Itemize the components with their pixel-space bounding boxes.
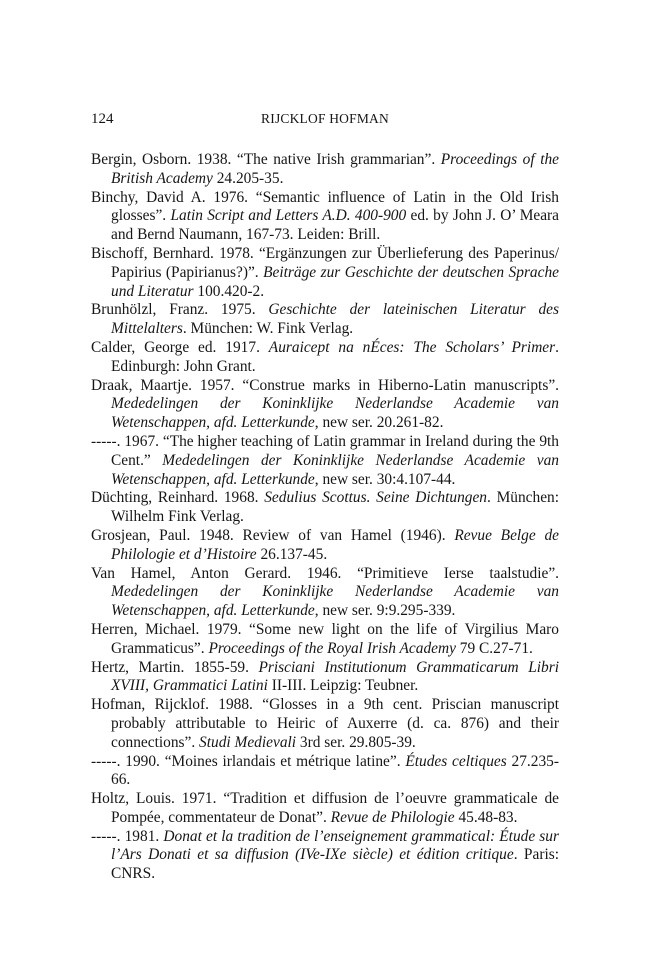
bibliography-entry	[91, 489, 559, 527]
entry-title: Prisciani Institutionum Grammaticarum Libri XVIII, Grammatici Latini	[111, 658, 559, 695]
bibliography-entry	[91, 790, 559, 828]
bibliography-list	[91, 151, 559, 884]
page-number: 124	[91, 111, 114, 127]
entry-title: Latin Script and Letters A.D. 400-900	[170, 207, 407, 225]
entry-text: . Edinburgh: John Grant.	[111, 338, 559, 375]
entry-text: 26.137-45.	[256, 545, 328, 563]
bibliography-entry	[91, 527, 559, 565]
entry-text: Bergin, Osborn. 1938. “The native Irish grammarian”.	[91, 151, 441, 168]
entry-title: Proceedings of the British Academy	[111, 151, 559, 187]
entry-title: Mededelingen der Koninklijke Nederlandse Academie van Wetenschappen, afd. Letterkunde	[111, 451, 559, 488]
entry-text: 3rd ser. 29.805-39.	[296, 733, 416, 751]
bibliography-entry	[91, 245, 559, 301]
entry-text: Hofman, Rijcklof. 1988. “Glosses in a 9th cent. Priscian manuscript probably attributable to Heiric of Auxerre (d. ca. 876) and their connections”.	[91, 696, 559, 751]
entry-text: 100.420-2.	[193, 282, 265, 300]
entry-text: . München: W. Fink Verlag.	[182, 320, 354, 338]
entry-title: Auraicept na nÉces: The Scholars’ Primer	[268, 338, 556, 356]
entry-text: Brunhölzl, Franz. 1975.	[91, 301, 269, 319]
entry-text: , new ser. 20.261-82.	[314, 414, 444, 432]
entry-text: -----. 1990. “Moines irlandais et métrique latine”.	[91, 752, 406, 770]
entry-text: 45.48-83.	[454, 808, 518, 826]
entry-text: . München: Wilhelm Fink Verlag.	[111, 489, 559, 526]
entry-title: Proceedings of the Royal Irish Academy	[208, 639, 456, 657]
entry-title: Études celtiques	[405, 752, 507, 770]
entry-text: . Paris: CNRS.	[111, 846, 559, 883]
bibliography-entry	[91, 621, 559, 659]
entry-text: Grosjean, Paul. 1948. Review of van Hamel (1946).	[91, 526, 455, 544]
bibliography-entry	[91, 377, 559, 433]
entry-title: Mededelingen der Koninklijke Nederlandse Academie van Wetenschappen, afd. Letterkunde	[111, 583, 559, 620]
bibliography-entry	[91, 696, 559, 752]
running-title: RIJCKLOF HOFMAN	[261, 111, 389, 126]
entry-text: Holtz, Louis. 1971. “Tradition et diffusion de l’oeuvre grammaticale de Pompée, commentateur de Donat”.	[91, 790, 559, 826]
entry-text: Calder, George ed. 1917.	[91, 338, 269, 356]
entry-title: Studi Medievali	[199, 733, 297, 751]
entry-text: Hertz, Martin. 1855-59.	[91, 658, 259, 676]
entry-text: Draak, Maartje. 1957. “Construe marks in Hiberno-Latin manuscripts”.	[91, 376, 559, 394]
bibliography-entry	[91, 339, 559, 377]
entry-text: ed. by John J. O’ Meara and Bernd Naumann, 167-73. Leiden: Brill.	[111, 207, 559, 244]
bibliography-entry	[91, 659, 559, 697]
entry-title: Revue de Philologie	[330, 808, 455, 826]
bibliography-entry	[91, 828, 559, 884]
entry-text: 27.235-66.	[111, 752, 559, 789]
entry-text: Bischoff, Bernhard. 1978. “Ergänzungen zur Überlieferung des Paperinus/ Papirius (Papirianus?)”.	[91, 244, 559, 281]
entry-text: -----. 1981.	[91, 827, 164, 845]
entry-title: Donat et la tradition de l’enseignement grammatical: Étude sur l’Ars Donati et sa diffusion (IVe-IXe siècle) et édition critique	[111, 827, 559, 864]
bibliography-entry	[91, 433, 559, 489]
entry-text: , new ser. 9:9.295-339.	[314, 602, 456, 620]
entry-text: II-III. Leipzig: Teubner.	[267, 677, 419, 695]
bibliography-entry	[91, 753, 559, 791]
entry-title: Geschichte der lateinischen Literatur des Mittelalters	[111, 301, 559, 338]
entry-text: Herren, Michael. 1979. “Some new light on the life of Virgilius Maro Grammaticus”.	[91, 620, 559, 657]
entry-text: -----. 1967. “The higher teaching of Latin grammar in Ireland during the 9th Cent.”	[91, 432, 559, 469]
entry-title: Mededelingen der Koninklijke Nederlandse Academie van Wetenschappen, afd. Letterkunde	[111, 395, 559, 432]
entry-title: Sedulius Scottus. Seine Dichtungen	[264, 489, 488, 507]
bibliography-entry	[91, 151, 559, 189]
entry-text: , new ser. 30:4.107-44.	[314, 470, 456, 488]
bibliography-entry	[91, 565, 559, 621]
entry-title: Revue Belge de Philologie et d’Histoire	[111, 526, 559, 563]
entry-title: Beiträge zur Geschichte der deutschen Sprache und Literatur	[111, 263, 559, 300]
running-head	[91, 111, 559, 129]
bibliography-entry	[91, 301, 559, 339]
entry-text: Binchy, David A. 1976. “Semantic influence of Latin in the Old Irish glosses”.	[91, 188, 559, 225]
entry-text: Van Hamel, Anton Gerard. 1946. “Primitieve Ierse taalstudie”.	[91, 564, 559, 582]
entry-text: 79 C.27-71.	[455, 639, 533, 657]
entry-text: Düchting, Reinhard. 1968.	[91, 489, 265, 507]
entry-text: 24.205-35.	[212, 169, 284, 187]
bibliography-entry	[91, 189, 559, 245]
